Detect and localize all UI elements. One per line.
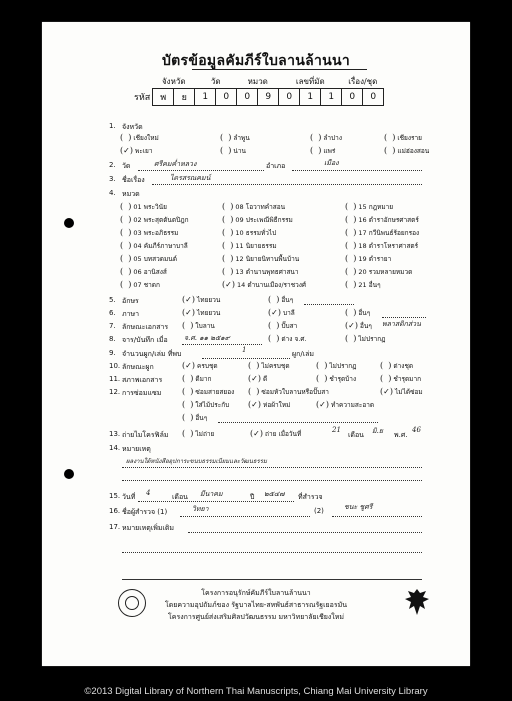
- script-option[interactable]: ( ) อื่นๆ: [268, 295, 294, 304]
- code-cell: 9: [258, 89, 279, 106]
- category-option[interactable]: ( ) 18 ตำราโหราศาสตร์: [345, 241, 419, 250]
- section-number: 13.: [109, 430, 121, 438]
- doctype-option[interactable]: ( ) ใบลาน: [182, 321, 215, 330]
- additional-remarks-label: หมายเหตุเพิ่มเติม: [122, 524, 174, 532]
- surveyor-name-2: ชนะ ชูศรี: [344, 503, 373, 511]
- remarks-line: [122, 480, 422, 481]
- code-cell: 0: [237, 89, 258, 106]
- footer-line-2: โดยความอุปถัมภ์ของ รัฐบาลไทย-สหพันธ์สาธารณรัฐเยอรมัน: [164, 601, 348, 609]
- footer-line-3: โครงการศูนย์ส่งเสริมศิลปวัฒนธรรม มหาวิทยาลัยเชียงใหม่: [168, 613, 344, 621]
- section-number: 7.: [109, 322, 116, 330]
- surveyor-label: ชื่อผู้สำรวจ (1): [122, 508, 168, 516]
- bundle-option[interactable]: ( ) ไม่ปรากฏ: [316, 361, 357, 370]
- category-option[interactable]: ( ) 20 รวมหลายหมวด: [345, 267, 413, 276]
- repair-option-checked[interactable]: (✓) ไม่ได้ซ่อม: [380, 387, 423, 396]
- province-label: จังหวัด: [122, 123, 143, 131]
- section-number: 11.: [109, 375, 121, 383]
- condition-option[interactable]: ( ) ดีมาก: [182, 374, 212, 383]
- binder-hole: [64, 218, 74, 228]
- language-label: ภาษา: [122, 310, 140, 318]
- bundle-option[interactable]: ( ) ไม่ครบชุด: [248, 361, 290, 370]
- section-number: 15.: [109, 492, 121, 500]
- code-cell: 1: [300, 89, 321, 106]
- category-option[interactable]: ( ) 11 นิยายธรรม: [222, 241, 277, 250]
- code-header: วัด: [210, 77, 221, 86]
- title-handwriting: ไตรสรณคมน์: [170, 174, 211, 182]
- repair-label: การซ่อมแซม: [122, 389, 162, 397]
- repair-other-line: [218, 422, 378, 423]
- code-cell: 0: [363, 89, 384, 106]
- code-cell: 0: [279, 89, 300, 106]
- microfilm-month: มิ.ย: [372, 427, 383, 435]
- province-option[interactable]: ( ) ลำพูน: [220, 133, 250, 142]
- surveyor-line-1: [180, 516, 310, 517]
- microfilm-option-checked[interactable]: (✓) ถ่าย เมื่อวันที่: [250, 429, 302, 438]
- category-option[interactable]: ( ) 19 ตำรายา: [345, 254, 392, 263]
- category-option[interactable]: ( ) 10 ธรรมทั่วไป: [222, 228, 277, 237]
- code-cell: 1: [321, 89, 342, 106]
- category-option[interactable]: ( ) 05 บทสวดมนต์: [120, 254, 177, 263]
- condition-option-checked[interactable]: (✓) ดี: [248, 374, 268, 383]
- code-header: เลขที่มัด: [295, 77, 325, 86]
- category-option[interactable]: ( ) 07 ชาดก: [120, 280, 160, 289]
- additional-remarks-line: [122, 552, 422, 553]
- inscribed-handwriting: จ.ศ. ๑๑ ๒๕๑๙: [184, 334, 230, 342]
- section-number: 16.: [109, 507, 121, 515]
- date-day: 4: [146, 489, 151, 497]
- category-option[interactable]: ( ) 13 ตำนานพุทธศาสนา: [222, 267, 299, 276]
- code-cell: 0: [216, 89, 237, 106]
- title-label: ชื่อเรื่อง: [122, 176, 145, 184]
- bundle-option[interactable]: ( ) ต่างชุด: [380, 361, 414, 370]
- microfilm-option[interactable]: ( ) ไม่ถ่าย: [182, 429, 215, 438]
- province-option[interactable]: ( ) ลำปาง: [310, 133, 342, 142]
- doctype-handwriting: พลาสติกส่วน: [382, 320, 421, 328]
- inscribed-line: [182, 344, 262, 345]
- bundle-option-checked[interactable]: (✓) ครบชุด: [182, 361, 218, 370]
- code-header: เรื่อง/ชุด: [348, 77, 378, 86]
- section-number: 6.: [109, 309, 116, 317]
- date-year-label: ปี: [250, 493, 255, 501]
- section-number: 1.: [109, 122, 116, 130]
- repair-option[interactable]: ( ) ใส่ไม้ประกับ: [182, 400, 230, 409]
- footer-line-1: โครงการอนุรักษ์คัมภีร์ใบลานล้านนา: [201, 589, 311, 597]
- category-option[interactable]: ( ) 12 นิยายนิทานพื้นบ้าน: [222, 254, 300, 263]
- section-number: 10.: [109, 362, 121, 370]
- section-number: 4.: [109, 189, 116, 197]
- microfilm-year-label: พ.ศ.: [394, 431, 408, 439]
- language-option[interactable]: ( ) อื่นๆ: [345, 308, 371, 317]
- code-header: หมวด: [247, 77, 268, 86]
- inscribed-label: จาร/บันทึก เมื่อ: [122, 336, 168, 344]
- date-suffix: ที่สำรวจ: [298, 493, 323, 501]
- category-option[interactable]: ( ) 08 โอวาทคำสอน: [222, 202, 286, 211]
- date-month-label: เดือน: [172, 493, 188, 501]
- section-number: 9.: [109, 349, 116, 357]
- date-label: วันที่: [122, 493, 136, 501]
- wat-label: วัด: [122, 162, 131, 170]
- category-label: หมวด: [122, 190, 140, 198]
- remarks-label: หมายเหตุ: [122, 445, 151, 453]
- wat-line: [138, 170, 264, 171]
- category-option[interactable]: ( ) 09 ประเพณีพิธีกรรม: [222, 215, 293, 224]
- doctype-option[interactable]: ( ) ปั๊บสา: [268, 321, 298, 330]
- surveyor-line-2: [332, 516, 422, 517]
- category-option[interactable]: ( ) 15 กฎหมาย: [345, 202, 394, 211]
- language-other-line: [382, 317, 426, 318]
- microfilm-year: 46: [412, 426, 421, 434]
- date-month: มีนาคม: [200, 490, 223, 498]
- repair-option-checked[interactable]: (✓) ห่อผ้าใหม่: [248, 400, 291, 409]
- microfilm-month-label: เดือน: [348, 431, 364, 439]
- language-option-checked[interactable]: (✓) บาลี: [268, 308, 295, 317]
- surveyor-name-1: วิทยา: [192, 505, 209, 513]
- section-number: 5.: [109, 296, 116, 304]
- inscribed-option[interactable]: ( ) ต่าง จ.ศ.: [268, 334, 307, 343]
- section-number: 17.: [109, 523, 121, 531]
- bundle-label: ลักษณะผูก: [122, 363, 154, 371]
- code-cell: ย: [174, 89, 195, 106]
- remarks-line: [122, 467, 422, 468]
- code-cell: 1: [195, 89, 216, 106]
- condition-label: สภาพเอกสาร: [122, 376, 163, 384]
- code-header: จังหวัด: [161, 77, 186, 86]
- copyright-notice: ©2013 Digital Library of Northern Thai Manuscripts, Chiang Mai University Library: [84, 686, 428, 697]
- amphoe-line: [292, 170, 422, 171]
- province-option[interactable]: ( ) แพร่: [310, 146, 336, 155]
- title-underline: [192, 69, 367, 70]
- script-label: อักษร: [122, 297, 139, 305]
- survey-card-sheet: [42, 22, 470, 666]
- form-title: บัตรข้อมูลคัมภีร์ใบลานล้านนา: [161, 53, 351, 69]
- repair-option-checked[interactable]: (✓) ทำความสะอาด: [316, 400, 375, 409]
- repair-option[interactable]: ( ) ซ่อมหัวใบลานหรือปั๊บสา: [248, 387, 329, 396]
- category-option[interactable]: ( ) 02 พระสุตตันตปิฎก: [120, 215, 189, 224]
- category-option[interactable]: ( ) 04 คัมภีร์ภาษาบาลี: [120, 241, 188, 250]
- surveyor-label-2: (2): [314, 507, 324, 515]
- section-number: 3.: [109, 175, 116, 183]
- footer-divider: [122, 579, 422, 580]
- section-number: 14.: [109, 444, 121, 452]
- title-line: [152, 184, 422, 185]
- category-option-checked[interactable]: (✓) 14 ตำนานเมือง/ราชวงศ์: [222, 280, 307, 289]
- province-option[interactable]: ( ) น่าน: [220, 146, 246, 155]
- repair-option[interactable]: ( ) อื่นๆ: [182, 413, 208, 422]
- code-table: [134, 75, 384, 106]
- binder-hole: [64, 469, 74, 479]
- date-year: ๒๕๔๗: [264, 490, 285, 498]
- script-option-checked[interactable]: (✓) ไทยยวน: [182, 295, 221, 304]
- inscribed-option[interactable]: ( ) ไม่ปรากฏ: [345, 334, 386, 343]
- count-label: จำนวนผูก/เล่ม ที่พบ: [122, 350, 182, 358]
- category-option[interactable]: ( ) 16 ตำราอักษรศาสตร์: [345, 215, 419, 224]
- repair-option[interactable]: ( ) ซ่อมสายสยอง: [182, 387, 235, 396]
- microfilm-label: ถ่ายไมโครฟิล์ม: [122, 431, 169, 439]
- count-suffix: ผูก/เล่ม: [292, 350, 314, 358]
- category-option[interactable]: ( ) 01 พระวินัย: [120, 202, 167, 211]
- doctype-label: ลักษณะเอกสาร: [122, 323, 169, 331]
- section-number: 8.: [109, 335, 116, 343]
- amphoe-label: อำเภอ: [266, 162, 286, 170]
- province-option[interactable]: ( ) แม่ฮ่องสอน: [384, 146, 430, 155]
- code-cell: พ: [153, 89, 174, 106]
- date-line: [138, 501, 294, 502]
- amphoe-handwriting: เมือง: [324, 159, 339, 167]
- condition-option[interactable]: ( ) ชำรุดบ้าง: [316, 374, 357, 383]
- province-option-checked[interactable]: (✓) พะเยา: [120, 146, 153, 155]
- province-option[interactable]: ( ) เชียงราย: [384, 133, 422, 142]
- category-option[interactable]: ( ) 06 อานิสงส์: [120, 267, 167, 276]
- province-option[interactable]: ( ) เชียงใหม่: [120, 133, 159, 142]
- microfilm-day: 21: [332, 426, 341, 434]
- remarks-handwriting: ผลงานใต้หนังสืออุปการะขนบธรรมเนียมและวัฒนธรรม: [126, 458, 267, 465]
- category-option[interactable]: ( ) 17 กวีนิพนธ์ร้อยกรอง: [345, 228, 420, 237]
- section-number: 12.: [109, 388, 121, 396]
- language-option-checked[interactable]: (✓) ไทยยวน: [182, 308, 221, 317]
- count-line: [202, 358, 290, 359]
- code-row-label: รหัส: [134, 93, 151, 103]
- additional-remarks-line: [188, 532, 422, 533]
- condition-option[interactable]: ( ) ชำรุดมาก: [380, 374, 422, 383]
- category-option[interactable]: ( ) 21 อื่นๆ: [345, 280, 381, 289]
- wat-handwriting: ศรีคมค่ำหลวง: [154, 160, 197, 168]
- count-value: 1: [242, 346, 247, 354]
- category-option[interactable]: ( ) 03 พระอภิธรรม: [120, 228, 179, 237]
- doctype-option-checked[interactable]: (✓) อื่นๆ: [345, 321, 372, 330]
- script-other-line: [304, 304, 354, 305]
- section-number: 2.: [109, 161, 116, 169]
- code-cell: 0: [342, 89, 363, 106]
